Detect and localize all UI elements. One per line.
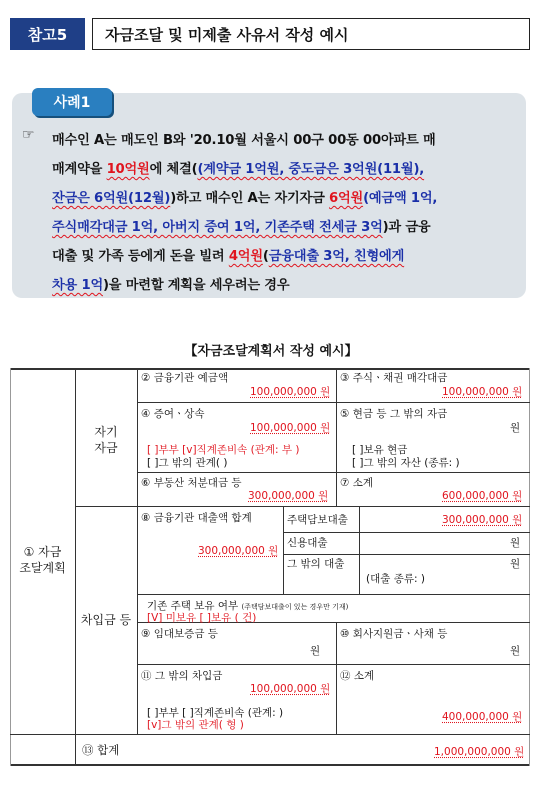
bank-loan-amount: 300,000,000 원 [198,545,279,557]
borrow-subtotal-amount: 400,000,000 원 [442,711,523,723]
borrow-subtotal-label: ⑫ 소계 [340,670,375,682]
borrow-relation-line-2: [v]그 밖의 관계( 형 ) [147,719,244,731]
existing-house-label: 기존 주택 보유 여부 (주택담보대출이 있는 경우만 기재) [147,600,349,612]
deposit-lease-label: ⑨ 임대보증금 등 [141,628,218,640]
stock-sale-amount: 100,000,000 원 [442,386,523,398]
property-sale-label: ⑥ 부동산 처분대금 등 [141,477,242,489]
cash-type-line-2: [ ]그 밖의 자산 (종류: ) [352,457,460,469]
funding-plan-label: ① 자금 조달계획 [19,545,66,575]
loan-type-field: (대출 종류: ) [366,573,425,585]
credit-loan-label: 신용대출 [287,537,328,549]
company-support-label: ⑩ 회사지원금ㆍ사채 등 [340,628,448,640]
mortgage-amount: 300,000,000 원 [442,514,523,526]
gift-relation-line-2: [ ]그 밖의 관계( ) [147,457,228,469]
other-borrowing-label: ⑪ 그 밖의 차입금 [141,670,223,682]
credit-loan-amount: 원 [510,537,521,549]
case-line-2: 매계약을 10억원에 체결((계약금 1억원, 중도금은 3억원(11월), [52,162,425,177]
deposit-label: ② 금융기관 예금액 [141,372,229,384]
own-subtotal-label: ⑦ 소계 [340,477,374,489]
deposit-amount: 100,000,000 원 [250,386,331,398]
own-subtotal-amount: 600,000,000 원 [442,490,523,502]
case-line-6: 차용 1억)을 마련할 계획을 세우려는 경우 [52,278,290,293]
mortgage-label: 주택담보대출 [287,514,348,526]
reference-tag: 참고5 [10,18,85,50]
cash-amount: 원 [510,422,521,434]
borrowed-funds-label: 차입금 등 [80,613,132,627]
funding-plan-table [10,368,530,766]
stock-sale-label: ③ 주식ㆍ채권 매각대금 [340,372,448,384]
case-line-1: 매수인 A는 매도인 B와 '20.10월 서울시 00구 00동 00아파트 매 [52,133,436,148]
company-support-amount: 원 [510,645,521,657]
deposit-lease-amount: 원 [310,645,321,657]
section-title: 자금조달 및 미제출 사유서 작성 예시 [92,18,530,50]
table-title: 【자금조달계획서 작성 예시】 [184,344,358,359]
own-funds-label: 자기 자금 [94,425,118,455]
existing-house-status: [V] 미보유 [ ]보유 ( 건) [147,612,257,624]
pointing-hand-icon: ☞ [22,127,35,143]
case-line-4: 주식매각대금 1억, 아버지 증여 1억, 기존주택 전세금 3억)과 금융 [52,220,431,235]
cash-type-line-1: [ ]보유 현금 [352,444,408,456]
section-header [10,18,530,50]
borrow-relation-line-1: [ ]부부 [ ]직계존비속 (관계: ) [147,707,284,719]
case-badge: 사례1 [32,88,112,116]
other-loan-amount: 원 [510,558,521,570]
total-label: ⑬ 합계 [82,743,120,757]
gift-amount: 100,000,000 원 [250,422,331,434]
total-amount: 1,000,000,000 원 [434,746,525,758]
bank-loan-label: ⑧ 금융기관 대출액 합계 [141,512,252,524]
cash-label: ⑤ 현금 등 그 밖의 자금 [340,408,448,420]
property-sale-amount: 300,000,000 원 [248,490,329,502]
gift-label: ④ 증여ㆍ상속 [141,408,205,420]
gift-relation-line-1: [ ]부부 [v]직계존비속 (관계: 부 ) [147,444,300,456]
other-loan-label: 그 밖의 대출 [287,558,345,570]
case-line-3: 잔금은 6억원(12월))하고 매수인 A는 자기자금 6억원(예금액 1억, [52,191,438,206]
case-description [52,126,520,300]
other-borrowing-amount: 100,000,000 원 [250,683,331,695]
case-line-5: 대출 및 가족 등에게 돈을 빌려 4억원(금융대출 3억, 친형에게 [52,249,405,264]
